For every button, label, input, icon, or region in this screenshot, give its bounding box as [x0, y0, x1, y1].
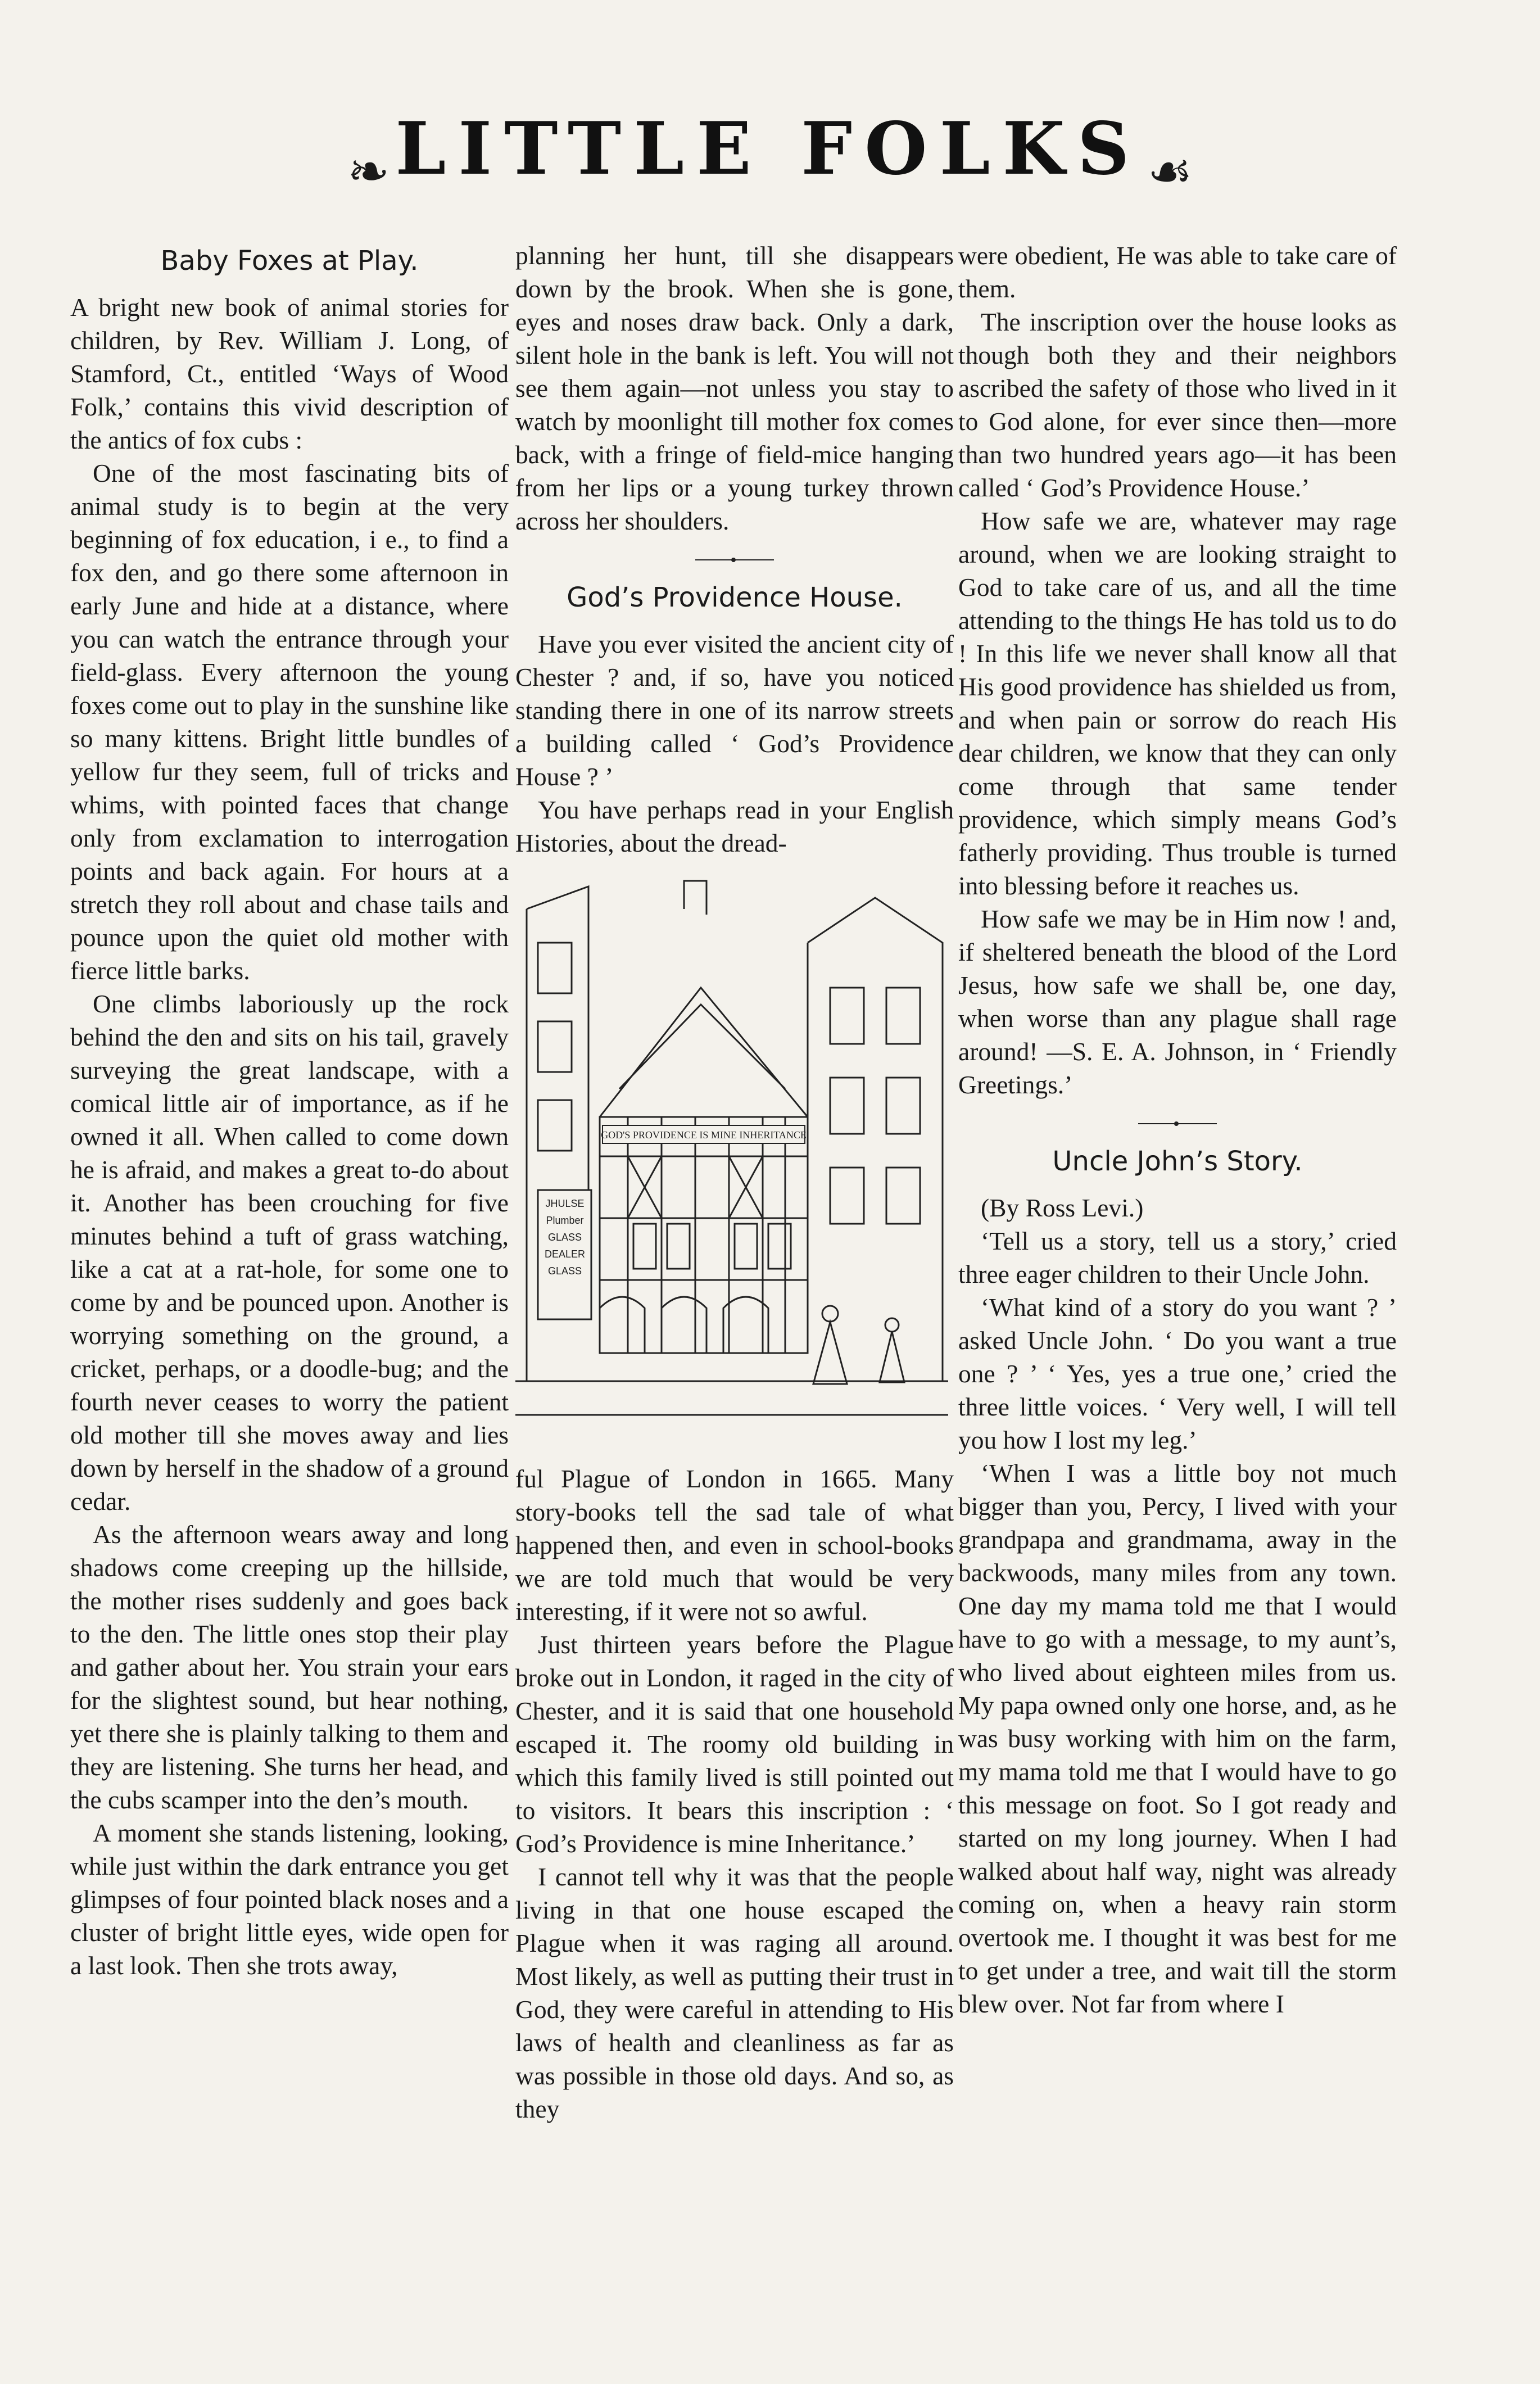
paragraph-continued: ful Plague of London in 1665. Many story-books tell the sad tale of what happened then, and even in school-books we are told much that would be very interesting, if it were not so awful.	[515, 1464, 954, 1626]
paragraph-continued: planning her hunt, till she disappears down by the brook. When she is gone, eyes and noses draw back. Only a dark, silent hole in the bank is left. You will not see them again—not unless you stay to watch by moonlight till mother fox comes back, with a fringe of field-mice hanging from her lips or a young turkey thrown across her shoulders.	[515, 241, 954, 535]
paragraph: ‘What kind of a story do you want ? ’ asked Uncle John. ‘ Do you want a true one ? ’ ‘ Yes, yes a true one,’ cried the three little voices. ‘ Very well, I will tell you how I lost my leg.’	[958, 1293, 1397, 1454]
paragraph: I cannot tell why it was that the people living in that one house escaped the Plague when it was raging all around. Most likely, as well as putting their trust in God, they were careful in attending to His laws of health and cleanliness as far as was possible in those old days. And so, as they	[515, 1862, 954, 2123]
paragraph: Have you ever visited the ancient city of Chester ? and, if so, have you noticed standing there in one of its narrow streets a building called ‘ God’s Providence House ? ’	[515, 630, 954, 791]
paragraph: You have perhaps read in your English Histories, about the dread-	[515, 795, 954, 857]
section-divider	[695, 558, 774, 562]
illustration-side-sign: GLASS	[547, 1232, 582, 1243]
headline-uncle-johns-story: Uncle John’s Story.	[1052, 1146, 1303, 1177]
headline-baby-foxes: Baby Foxes at Play.	[160, 245, 419, 277]
paragraph: ‘When I was a little boy not much bigger than you, Percy, I lived with your grandpapa and grandmama, away in the backwoods, many miles from any town. One day my mama told me that I would have to go with a message, to my aunt’s, who lived about eighteen miles from us. My papa owned only one horse, and, as he was busy working with him on the farm, my mama told me that I would have to go this message on foot. So I got ready and started on my long journey. When I had walked about half way, night was already coming on, when a heavy rain storm overtook me. I thought it was best for me to get under a tree, and wait till the storm blew over. Not far from where I	[958, 1459, 1397, 2018]
right-ornament-icon: ☙	[1147, 144, 1193, 200]
paragraph-continued: were obedient, He was able to take care of them.	[958, 241, 1397, 303]
paragraph: How safe we are, whatever may rage around, when we are looking straight to God to take care of us, and all the time attending to the things He has told us to do ! In this life we never shall know all that His good providence has shielded us from, and when pain or sorrow do reach His dear children, we know that they can only come through that same tender providence, which simply means God’s fatherly providing. Thus trouble is turned into blessing before it reaches us.	[958, 506, 1397, 900]
illustration-side-sign: DEALER	[544, 1248, 586, 1260]
paragraph: How safe we may be in Him now ! and, if sheltered beneath the blood of the Lord Jesus, how safe we shall be, one day, when worse than any plague shall rage around! —S. E. A. Johnson, in ‘ Friendly Greetings.’	[958, 904, 1397, 1099]
page-title: LITTLE FOLKS	[395, 107, 1142, 191]
left-ornament-icon: ❧	[347, 144, 390, 200]
paragraph: As the afternoon wears away and long shadows come creeping up the hillside, the mother rises suddenly and goes back to the den. The little ones stop their play and gather about her. You strain your ears for the slightest sound, but hear nothing, yet there she is plainly talking to them and they are listening. She turns her head, and the cubs scamper into the den’s mouth.	[70, 1520, 509, 1814]
house-illustration	[515, 875, 948, 1449]
paragraph: A moment she stands listening, looking, while just within the dark entrance you get glimpses of four pointed black noses and a cluster of bright little eyes, wide open for a last look. Then she trots away,	[70, 1818, 509, 1980]
paragraph: One of the most fascinating bits of animal study is to begin at the very beginning of fox education, i e., to find a fox den, and go there some afternoon in early June and hide at a distance, where you can watch the entrance through your field-glass. Every afternoon the young foxes come out to play in the sunshine like so many kittens. Bright little bundles of yellow fur they seem, full of tricks and whims, with pointed faces that change only from exclamation to interrogation points and back again. For hours at a stretch they roll about and chase tails and pounce upon the quiet old mother with fierce little barks.	[70, 459, 509, 985]
paragraph: The inscription over the house looks as though both they and their neighbors ascribed the safety of those who lived in it to God alone, for ever since then—more than two hundred years ago—it has been called ‘ God’s Providence House.’	[958, 307, 1397, 502]
column-3	[958, 239, 1397, 2020]
paragraph: ‘Tell us a story, tell us a story,’ cried three eager children to their Uncle John.	[958, 1227, 1397, 1288]
illustration-side-sign: GLASS	[547, 1265, 582, 1277]
paragraph: Just thirteen years before the Plague broke out in London, it raged in the city of Chester, and it is said that one household escaped it. The roomy old building in which this family lived is still pointed out to visitors. It bears this inscription : ‘ God’s Providence is mine Inheritance.’	[515, 1630, 954, 1858]
paragraph: A bright new book of animal stories for children, by Rev. William J. Long, of Stamford, Ct., entitled ‘Ways of Wood Folk,’ contains this vivid description of the antics of fox cubs :	[70, 293, 509, 454]
byline: (By Ross Levi.)	[981, 1193, 1144, 1222]
section-divider	[1138, 1121, 1217, 1126]
paragraph: One climbs laboriously up the rock behind the den and sits on his tail, gravely surveying the great landscape, with a comical little air of importance, as if he owned it all. When called to come down he is afraid, and makes a great to-do about it. Another has been crouching for five minutes behind a tuft of grass watching, like a cat at a rat-hole, for some one to come by and be pounced upon. Another is worrying something on the ground, a cricket, perhaps, or a doodle-bug; and the fourth never ceases to worry the patient old mother till she moves away and lies down by herself in the shadow of a ground cedar.	[70, 989, 509, 1516]
illustration-side-sign: JHULSE	[545, 1198, 585, 1209]
column-1	[70, 239, 509, 1982]
illustration-shop-sign: GOD'S PROVIDENCE IS MINE INHERITANCE	[601, 1129, 807, 1141]
column-2	[515, 239, 954, 2125]
illustration-side-sign: Plumber	[546, 1215, 584, 1226]
headline-gods-providence-house: God’s Providence House.	[567, 582, 903, 613]
masthead	[0, 107, 1540, 200]
